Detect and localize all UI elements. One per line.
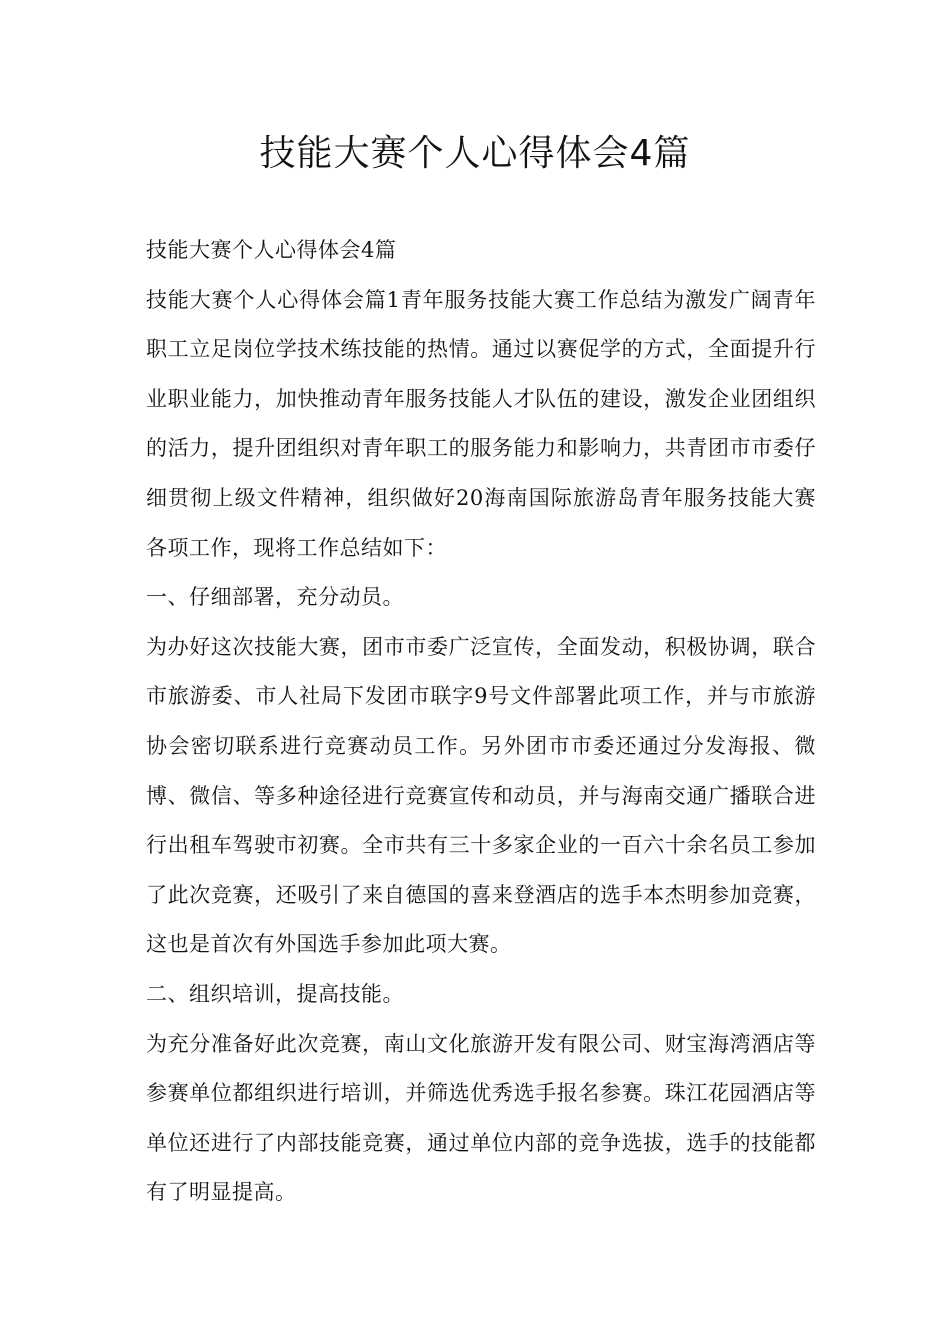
section-heading-2: 二、组织培训，提高技能。 — [146, 981, 404, 1006]
paragraph-section-1: 为办好这次技能大赛，团市市委广泛宣传，全面发动，积极协调，联合市旅游委、市人社局下发团市联字9号文件部署此项工作，并与市旅游协会密切联系进行竞赛动员工作。另外团市市委还通过分发海报、微博、微信、等多种途径进行竞赛宣传和动员，并与海南交通广播联合进行出租车驾驶市初赛。全市共有三十多家企业的一百六十余名员工参加了此次竞赛，还吸引了来自德国的喜来登酒店的选手本杰明参加竞赛，这也是首次有外国选手参加此项大赛。 — [146, 634, 816, 957]
paragraph-intro: 技能大赛个人心得体会篇1青年服务技能大赛工作总结为激发广阔青年职工立足岗位学技术练技能的热情。通过以赛促学的方式，全面提升行业职业能力，加快推动青年服务技能人才队伍的建设，激发企业团组织的活力，提升团组织对青年职工的服务能力和影响力，共青团市市委仔细贯彻上级文件精神，组织做好20海南国际旅游岛青年服务技能大赛各项工作，现将工作总结如下： — [146, 287, 816, 560]
paragraph-section-2: 为充分准备好此次竞赛，南山文化旅游开发有限公司、财宝海湾酒店等参赛单位都组织进行培训，并筛选优秀选手报名参赛。珠江花园酒店等单位还进行了内部技能竞赛，通过单位内部的竞争选拔，选手的技能都有了明显提高。 — [146, 1031, 816, 1205]
section-heading-1: 一、仔细部署，充分动员。 — [146, 585, 404, 610]
document-title: 技能大赛个人心得体会4篇 — [259, 133, 691, 174]
document-body — [146, 226, 816, 1218]
paragraph-subtitle: 技能大赛个人心得体会4篇 — [146, 238, 397, 262]
